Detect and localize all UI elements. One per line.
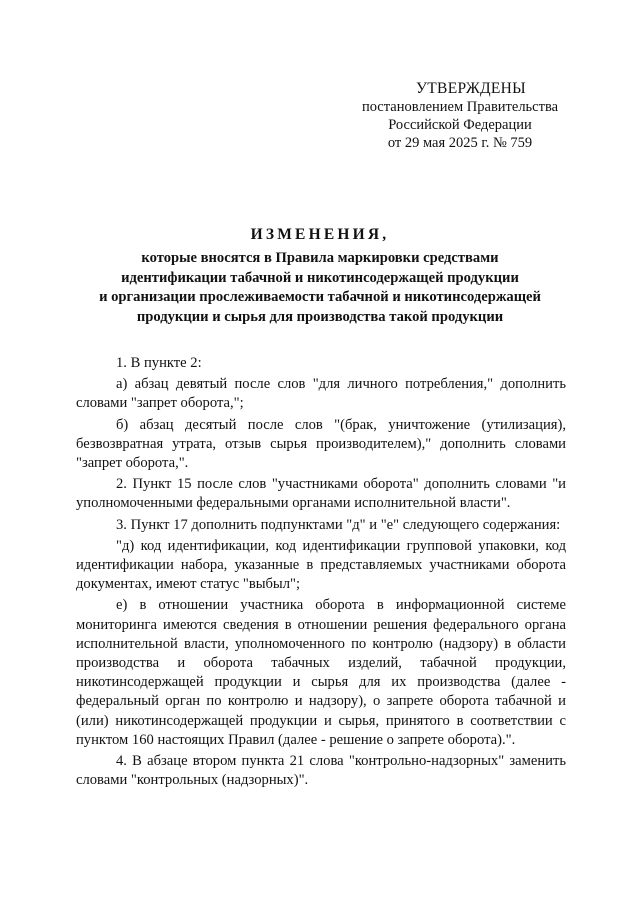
paragraph: "д) код идентификации, код идентификации групповой упаковки, код идентификации набора, указанные в представляемых участниками оборота документах, имеют статус "выбыл"; (76, 537, 566, 593)
document-body (76, 354, 566, 790)
subtitle-line: и организации прослеживаемости табачной и никотинсодержащей (99, 289, 541, 305)
paragraph: е) в отношении участника оборота в информационной системе мониторинга имеются сведения в отношении решения федерального органа исполнительной власти, уполномоченного по контролю (надзору) в области производства и оборота табачных изделий, табачной продукции, никотинсодержащей продукции и сырья для их производства (далее - федеральный орган по контролю и надзору), о запрете оборота табачной и (или) никотинсодержащей продукции и сырья, принятого в соответствии с пунктом 160 настоящих Правил (далее - решение о запрете оборота).". (76, 597, 566, 748)
paragraph: 3. Пункт 17 дополнить подпунктами "д" и "е" следующего содержания: (116, 516, 561, 533)
paragraph: б) абзац десятый после слов "(брак, уничтожение (утилизация), безвозвратная утрата, отзыв сырья производителем)," дополнить словами "запрет оборота,". (76, 416, 566, 472)
paragraph: 2. Пункт 15 после слов "участниками оборота" дополнить словами "и уполномоченными федеральными органами исполнительной власти". (76, 476, 566, 512)
document-subtitle (40, 249, 600, 327)
approval-block (330, 80, 590, 152)
subtitle-line: которые вносятся в Правила маркировки средствами (141, 250, 499, 266)
subtitle-line: продукции и сырья для производства такой продукции (136, 308, 504, 325)
paragraph: 4. В абзаце втором пункта 21 слова "контрольно-надзорных" заменить словами "контрольных (надзорных)". (76, 753, 566, 789)
approval-line-3: от 29 мая 2025 г. № 759 (387, 135, 533, 151)
paragraph: 1. В пункте 2: (116, 355, 202, 371)
document-title: ИЗМЕНЕНИЯ, (250, 226, 390, 243)
approval-line-1: постановлением Правительства (361, 99, 559, 115)
subtitle-line: идентификации табачной и никотинсодержащей продукции (121, 269, 519, 286)
approved-label: УТВЕРЖДЕНЫ (416, 80, 526, 97)
approval-line-2: Российской Федерации (388, 117, 532, 133)
paragraph: а) абзац девятый после слов "для личного потребления," дополнить словами "запрет оборота,"; (76, 376, 566, 412)
